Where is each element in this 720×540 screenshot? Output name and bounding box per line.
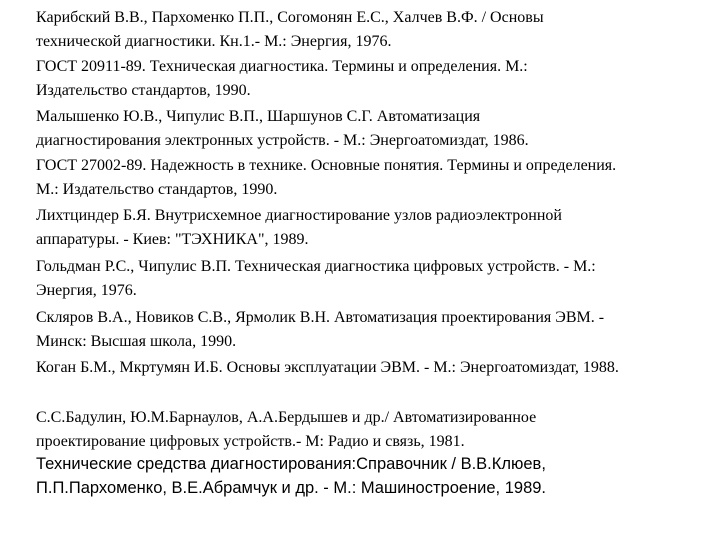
- reference-item: С.С.Бадулин, Ю.М.Барнаулов, А.А.Бердышев и др./ Автоматизированное проектирование цифровых устройств.- М: Радио и связь, 1981.: [36, 409, 537, 450]
- reference-item: Скляров В.А., Новиков С.В., Ярмолик В.Н. Автоматизация проектирования ЭВМ. - Минск: Высшая школа, 1990.: [36, 309, 605, 350]
- reference-item: Лихтциндер Б.Я. Внутрисхемное диагностирование узлов радиоэлектронной аппаратуры. - Киев: "ТЭХНИКА", 1989.: [36, 207, 562, 248]
- reference-item: Коган Б.М., Мкртумян И.Б. Основы эксплуатации ЭВМ. - М.: Энергоатомиздат, 1988.: [36, 359, 619, 376]
- reference-item: Карибский В.В., Пархоменко П.П., Согомонян Е.С., Халчев В.Ф. / Основы технической диагностики. Кн.1.- М.: Энергия, 1976.: [36, 9, 544, 50]
- reference-item: ГОСТ 20911-89. Техническая диагностика. Термины и определения. М.: Издательство стандартов, 1990.: [36, 58, 528, 99]
- reference-item: Малышенко Ю.В., Чипулис В.П., Шаршунов С.Г. Автоматизация диагностирования электронных устройств. - М.: Энергоатомиздат, 1986.: [36, 108, 529, 149]
- reference-item: Технические средства диагностирования:Справочник / В.В.Клюев, П.П.Пархоменко, В.Е.Абрамчук и др. - М.: Машиностроение, 1989.: [36, 455, 547, 497]
- reference-item: ГОСТ 27002-89. Надежность в технике. Основные понятия. Термины и определения. М.: Издательство стандартов, 1990.: [36, 157, 617, 198]
- reference-item: Гольдман Р.С., Чипулис В.П. Техническая диагностика цифровых устройств. - М.: Энергия, 1976.: [36, 258, 596, 299]
